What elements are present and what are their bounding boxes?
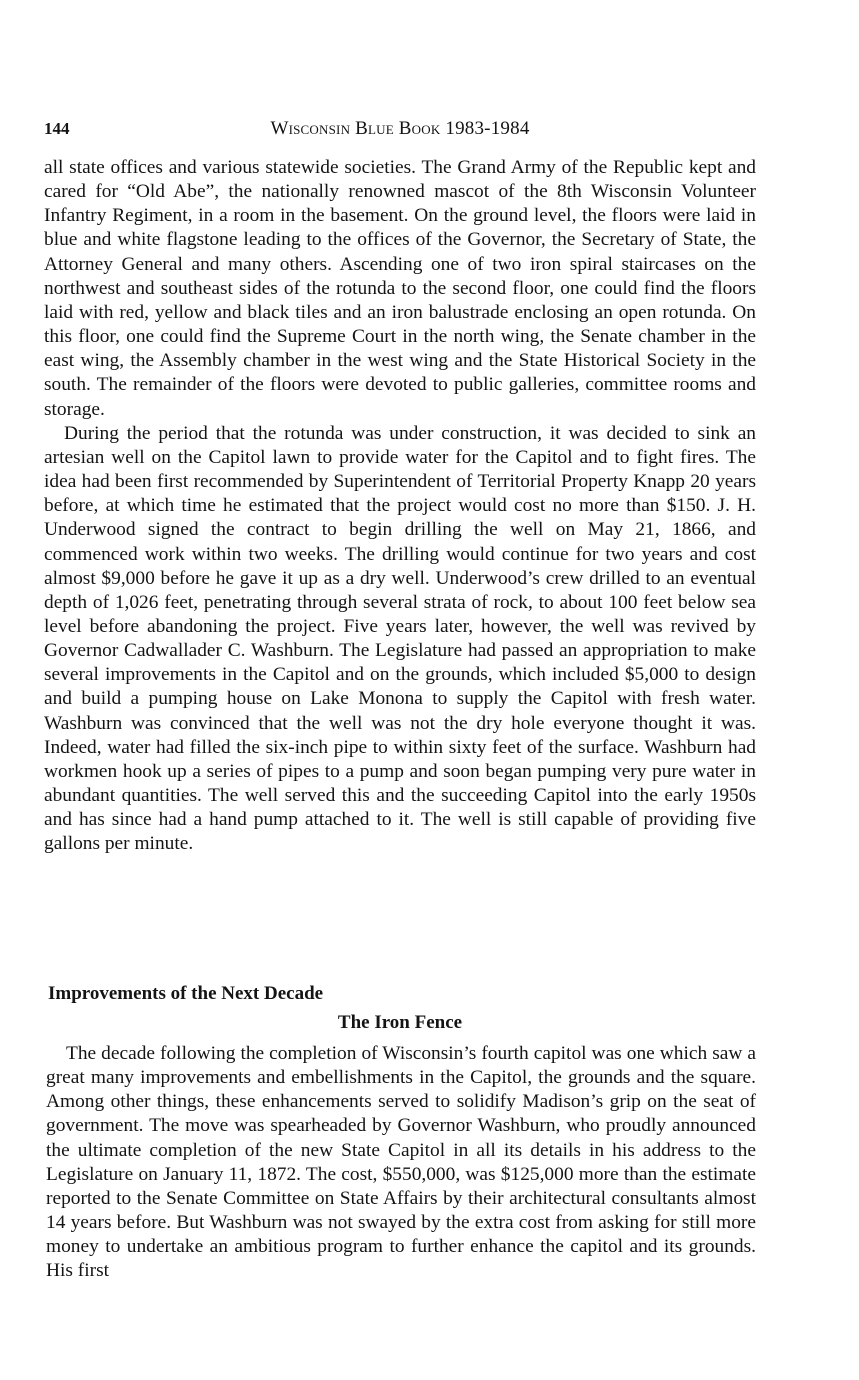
paragraph-next-decade: The decade following the completion of Wisconsin’s fourth capitol was one which saw a great many improvements and embellishments in the Capitol, the grounds and the square. Among other things, these enhancements served to solidify Madison’s grip on the seat of government. The move was spearheaded by Governor Washburn, who proudly announced the ultimate completion of the new State Capitol in all its details in his address to the Legislature on January 11, 1872. The cost, $550,000, was $125,000 more than the estimate reported to the Senate Committee on State Affairs by their architectural consultants almost 14 years before. But Washburn was not swayed by the extra cost from asking for still more money to undertake an ambitious program to further enhance the capitol and its grounds. His first — [46, 1043, 756, 1282]
paragraph-capitol-floors: all state offices and various statewide societies. The Grand Army of the Republic kept and cared for “Old Abe”, the nationally renowned mascot of the 8th Wisconsin Volunteer Infantry Regiment, in a room in the basement. On the ground level, the floors were laid in blue and white flagstone leading to the offices of the Governor, the Secretary of State, the Attorney General and many others. Ascending one of two iron spiral staircases on the northwest and southeast sides of the rotunda to the second floor, one could find the floors laid with red, yellow and black tiles and an iron balustrade enclosing an open rotunda. On this floor, one could find the Supreme Court in the north wing, the Senate chamber in the east wing, the Assembly chamber in the west wing and the State Historical Society in the south. The remainder of the floors were devoted to public galleries, committee rooms and storage. — [44, 157, 756, 420]
subsection-heading: The Iron Fence — [337, 1012, 463, 1033]
page-number: 144 — [44, 119, 70, 138]
running-header — [44, 117, 756, 141]
paragraph-artesian-well: During the period that the rotunda was under construction, it was decided to sink an artesian well on the Capitol lawn to provide water for the Capitol and to fight fires. The idea had been first recommended by Superintendent of Territorial Property Knapp 20 years before, at which time he estimated that the project would cost no more than $150. J. H. Underwood signed the contract to begin drilling the well on May 21, 1866, and commenced work within two weeks. The drilling would continue for two years and cost almost $9,000 before he gave it up as a dry well. Underwood’s crew drilled to an eventual depth of 1,026 feet, penetrating through several strata of rock, to about 100 feet below sea level before abandoning the project. Five years later, however, the well was revived by Governor Cadwallader C. Washburn. The Legislature had passed an appropriation to make several improvements in the Capitol and on the grounds, which included $5,000 to design and build a pumping house on Lake Monona to supply the Capitol with fresh water. Washburn was convinced that the well was not the dry hole everyone thought it was. Indeed, water had filled the six-inch pipe to within sixty feet of the surface. Washburn had workmen hook up a series of pipes to a pump and soon began pumping very pure water in abundant quantities. The well served this and the succeeding Capitol into the early 1950s and has since had a hand pump attached to it. The well is still capable of providing five gallons per minute. — [44, 422, 756, 855]
book-title: Wisconsin Blue Book 1983-1984 — [270, 118, 530, 139]
section-heading: Improvements of the Next Decade — [48, 983, 324, 1004]
body-text-top — [44, 156, 756, 857]
body-text-bottom — [46, 1042, 756, 1284]
